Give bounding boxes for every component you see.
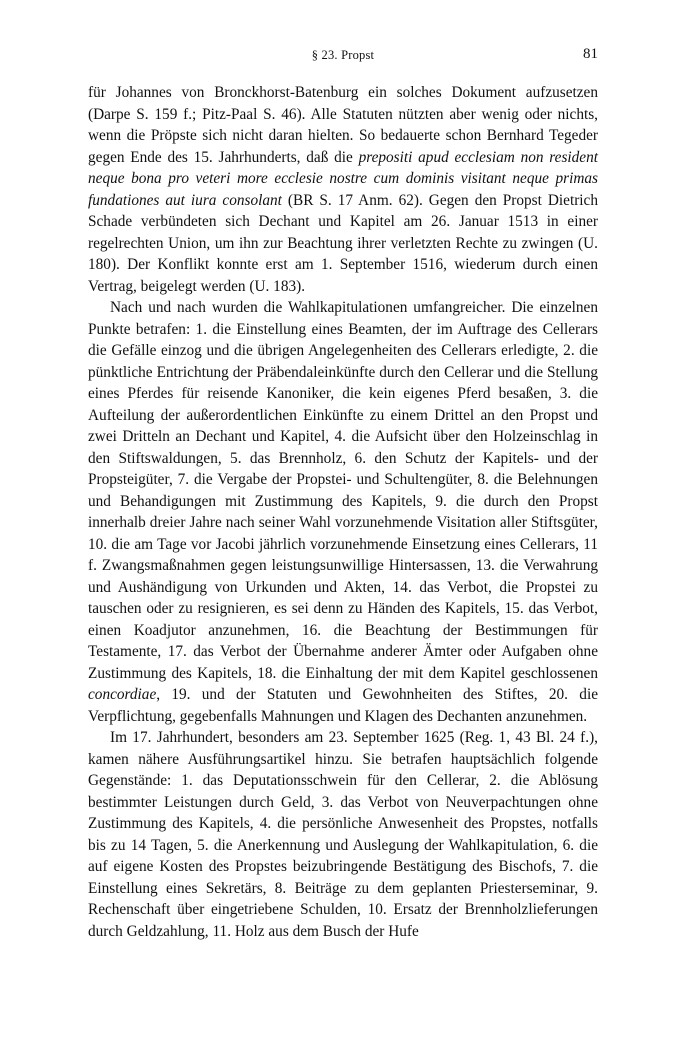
running-head: § 23. Propst xyxy=(311,48,375,62)
text-segment: Nach und nach wurden die Wahlkapitulationen umfangreicher. Die einzelnen Punkte betrafen: 1. die Einstellung eines Beamten, der im Auftrage des Cellerars die Gefälle einzog und die übrigen Angelegenheiten des Cellerars erledigte, 2. die pünktliche Entrichtung der Präbendaleinkünfte durch den Cellerar und die Stellung eines Pferdes für reisende Kanoniker, die kein eigenes Pferd besaßen, 3. die Aufteilung der außerordentlichen Einkünfte zu einem Drittel an den Propst und zwei Dritteln an Dechant und Kapitel, 4. die Aufsicht über den Holzeinschlag in den Stiftswaldungen, 5. das Brennholz, 6. den Schutz der Kapitels- und der Propsteigüter, 7. die Vergabe der Propstei- und Schultengüter, 8. die Belehnungen und Behandigungen mit Zustimmung des Kapitels, 9. die durch den Propst innerhalb dreier Jahre nach seiner Wahl vorzunehmende Visitation aller Stiftsgüter, 10. die am Tage vor Jacobi jährlich vorzunehmende Einsetzung eines Cellerars, 11 f. Zwangsmaßnahmen gegen leistungsunwillige Hintersassen, 13. die Verwahrung und Aushändigung von Urkunden und Akten, 14. das Verbot, die Propstei zu tauschen oder zu resignieren, es sei denn zu Händen des Kapitels, 15. das Verbot, einen Koadjutor anzunehmen, 16. die Beachtung der Bestimmungen für Testamente, 17. das Verbot der Übernahme anderer Ämter oder Aufgaben ohne Zustimmung des Kapitels, 18. die Einhaltung der mit dem Kapitel geschlossenen xyxy=(88,299,598,682)
latin-term: concordiae xyxy=(88,686,157,703)
text-segment: Im 17. Jahrhundert, besonders am 23. September 1625 (Reg. 1, 43 Bl. 24 f.), kamen nähere Ausführungsartikel hinzu. Sie betrafen hauptsächlich folgende Gegenstände: 1. das Deputationsschwein für den Cellerar, 2. die Ablösung bestimmter Leistungen durch Geld, 3. das Verbot von Neuverpachtungen ohne Zustimmung des Kapitels, 4. die persönliche Anwesenheit des Propstes, notfalls bis zu 14 Tagen, 5. die Anerkennung und Auslegung der Wahlkapitulation, 6. die auf eigene Kosten des Propstes beizubringende Bestätigung des Bischofs, 7. die Einstellung eines Sekretärs, 8. Beiträge zu dem geplanten Priesterseminar, 9. Rechenschaft über eingetriebene Schulden, 10. Ersatz der Brennholzlieferungen durch Geldzahlung, 11. Holz aus dem Busch der Hufe xyxy=(88,729,598,940)
paragraph-3 xyxy=(88,727,598,942)
page-header xyxy=(88,46,598,66)
paragraph-2 xyxy=(88,297,598,727)
body-text xyxy=(88,82,598,942)
latin-quote: prepositi apud ecclesiam non resident neque bona pro veteri more ecclesie nostre cum dominis visitant neque primas fundationes aut iura consolant xyxy=(88,148,598,209)
text-segment: für Johannes von Bronckhorst-Batenburg ein solches Dokument aufzusetzen (Darpe S. 159 f.; Pitz-Paal S. 46). Alle Statuten nützten aber wenig oder nichts, wenn die Pröpste sich nicht daran hielten. So bedauerte schon Bernhard Tegeder gegen Ende des 15. Jahrhunderts, daß die xyxy=(88,84,598,166)
page-number: 81 xyxy=(583,46,598,62)
text-segment: , 19. und der Statuten und Gewohnheiten des Stiftes, 20. die Verpflichtung, gegebenfalls Mahnungen und Klagen des Dechanten anzunehmen. xyxy=(88,686,598,725)
paragraph-1 xyxy=(88,82,598,297)
text-segment: (BR S. 17 Anm. 62). Gegen den Propst Dietrich Schade verbündeten sich Dechant und Kapitel am 26. Januar 1513 in einer regelrechten Union, um ihn zur Beachtung ihrer verletzten Rechte zu zwingen (U. 180). Der Konflikt konnte erst am 1. September 1516, wiederum durch einen Vertrag, beigelegt werden (U. 183). xyxy=(88,191,598,295)
